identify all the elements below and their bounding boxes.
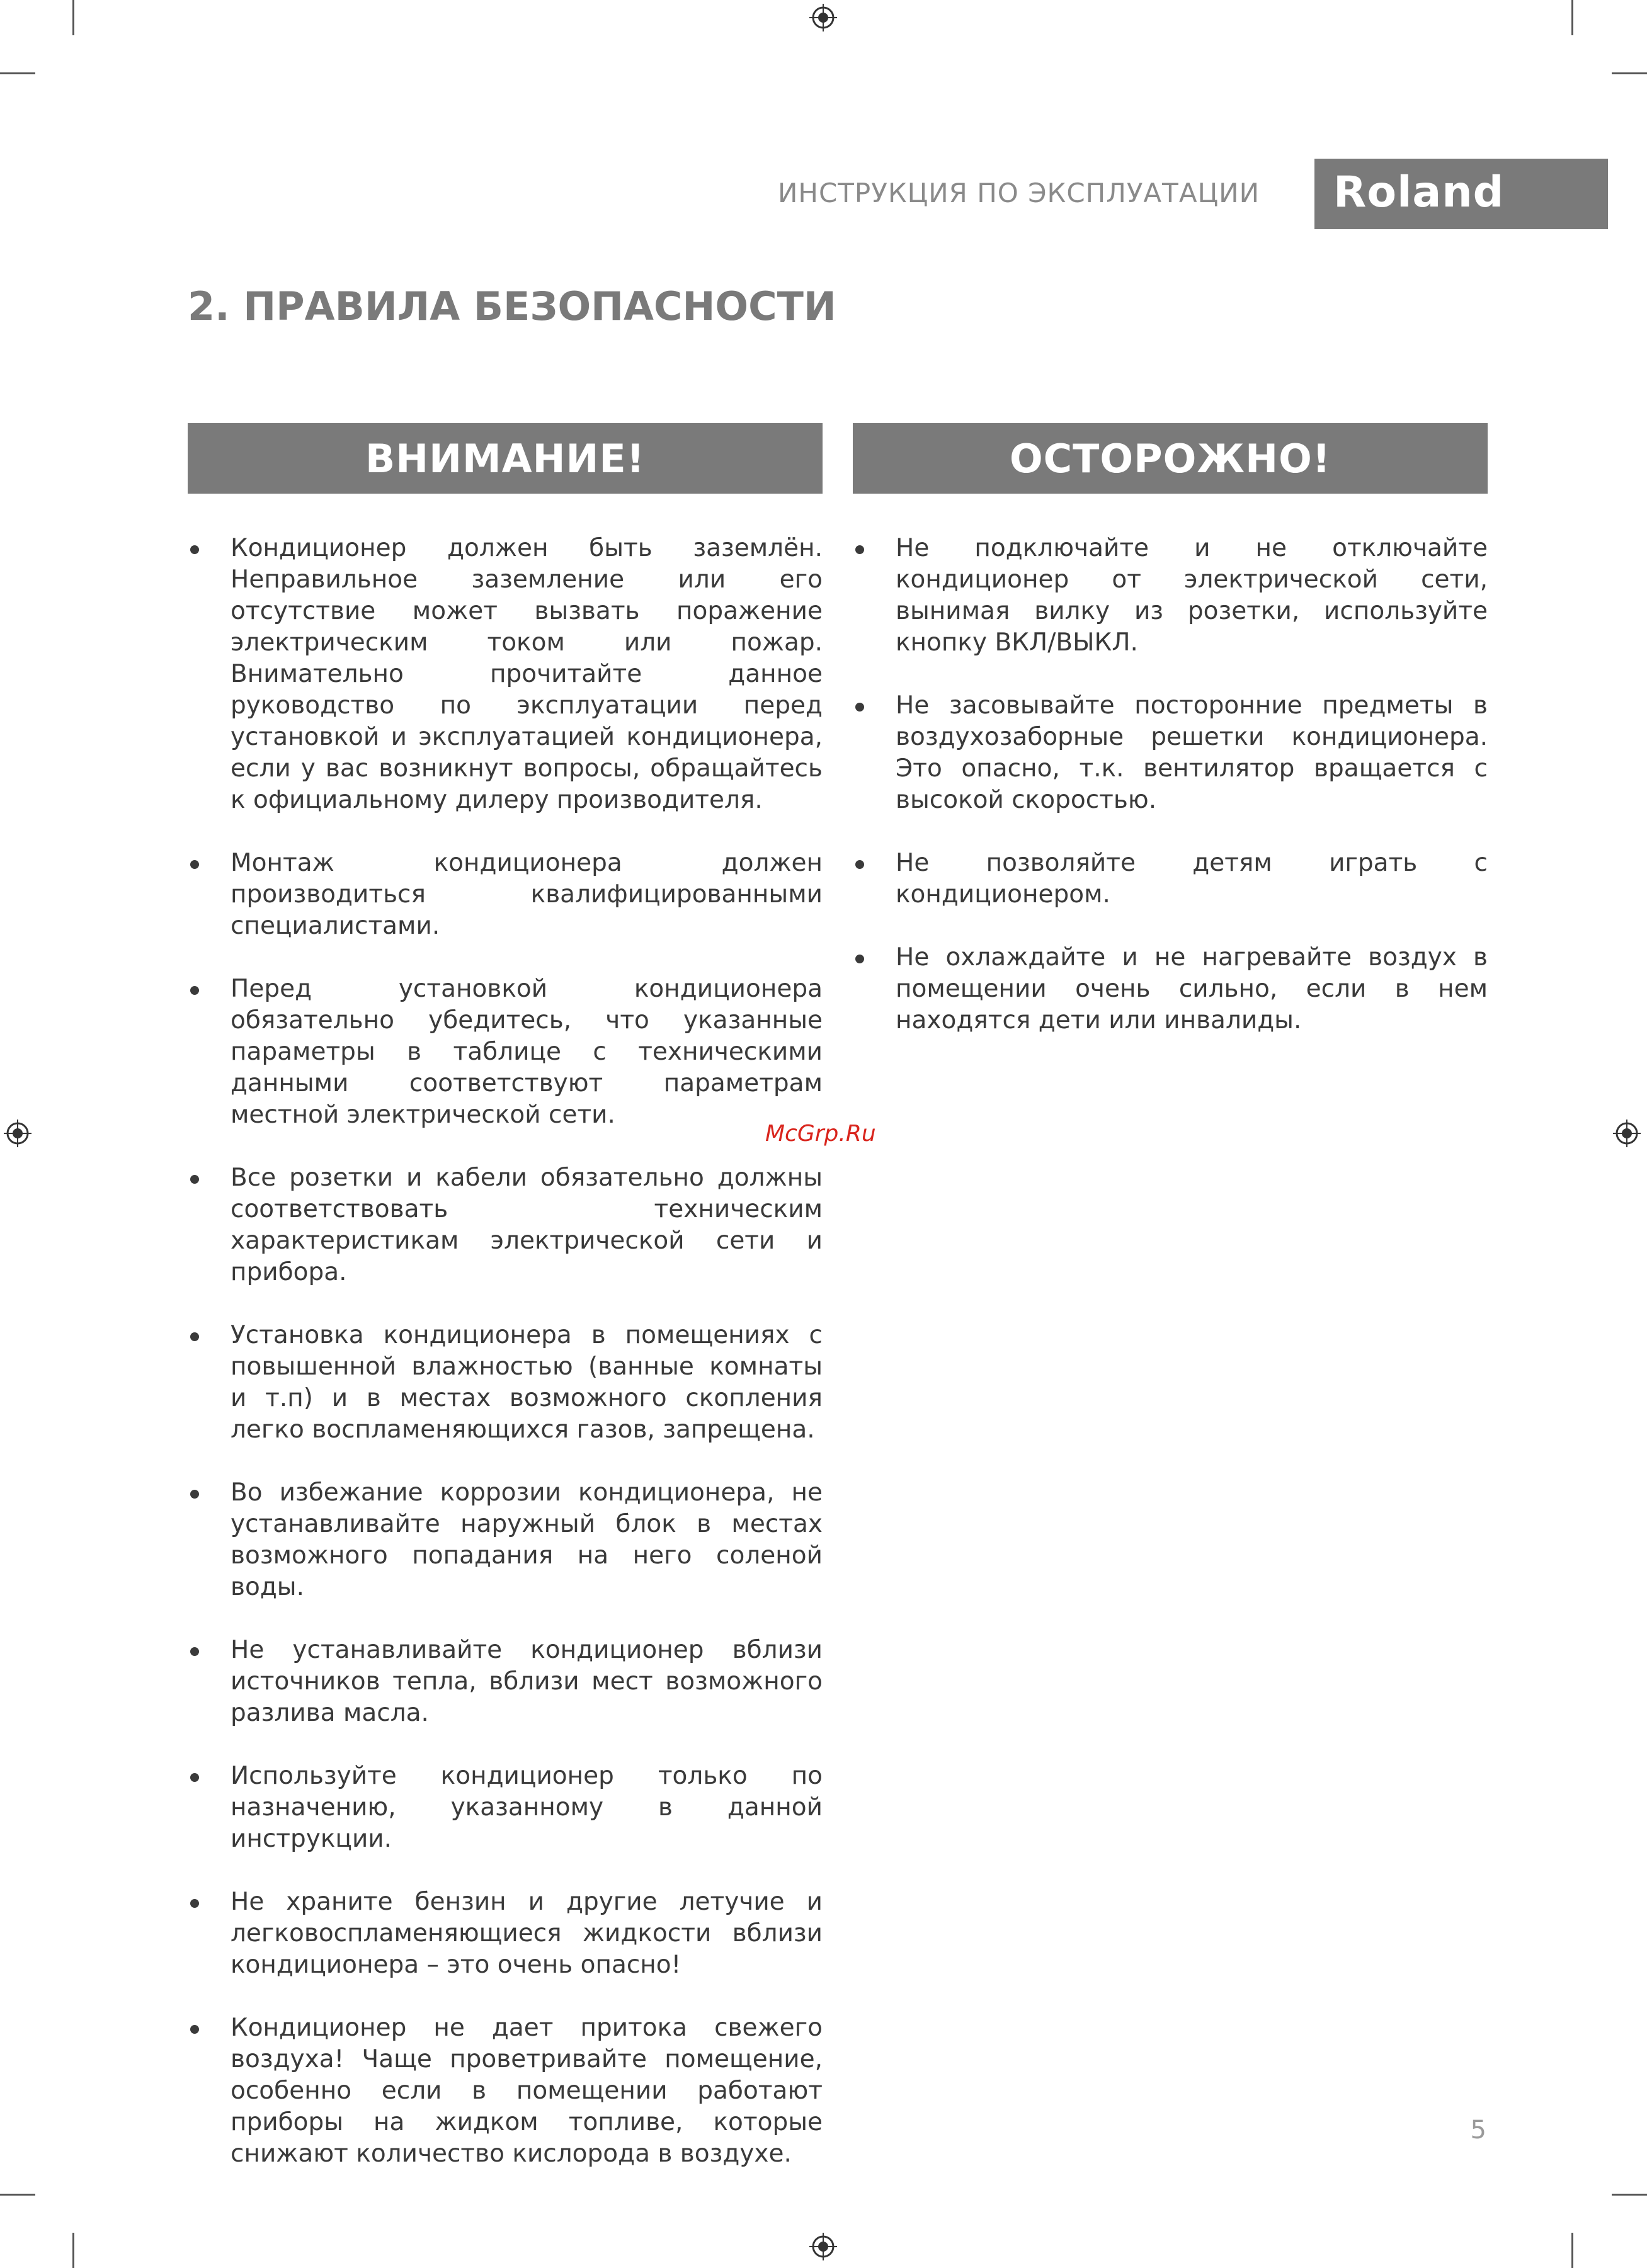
list-item: Установка кондиционера в помещениях с повышенной влажностью (ванные комнаты и т.п) и в местах возможного скопления легко воспламеняющихся газов, запрещена.	[188, 1320, 823, 1446]
warning-list	[188, 533, 823, 2201]
crop-mark	[72, 0, 74, 35]
crop-mark	[0, 72, 35, 74]
crop-mark	[1612, 2194, 1647, 2196]
warning-banner	[188, 423, 823, 494]
list-item: Не устанавливайте кондиционер вблизи источников тепла, вблизи мест возможного разлива масла.	[188, 1635, 823, 1729]
registration-mark-icon	[1613, 1120, 1641, 1147]
crop-mark	[0, 2194, 35, 2196]
list-item: Во избежание коррозии кондиционера, не устанавливайте наружный блок в местах возможного попадания на него соленой воды.	[188, 1477, 823, 1603]
list-item: Не охлаждайте и не нагревайте воздух в помещении очень сильно, если в нем находятся дети или инвалиды.	[853, 942, 1488, 1036]
section-title: 2. ПРАВИЛА БЕЗОПАСНОСТИ	[188, 283, 836, 329]
crop-mark	[1571, 0, 1573, 35]
bullet-icon	[190, 1773, 199, 1782]
bullet-icon	[855, 545, 864, 554]
list-item: Все розетки и кабели обязательно должны соответствовать техническим характеристикам электрической сети и прибора.	[188, 1162, 823, 1288]
bullet-icon	[190, 545, 199, 554]
bullet-icon	[190, 986, 199, 995]
bullet-icon	[855, 703, 864, 712]
bullet-icon	[190, 860, 199, 869]
caution-banner	[853, 423, 1488, 494]
brand-logo	[1314, 159, 1608, 229]
warning-heading: ВНИМАНИЕ!	[365, 435, 646, 482]
crop-mark	[1612, 72, 1647, 74]
crop-mark	[1571, 2233, 1573, 2268]
bullet-icon	[190, 2025, 199, 2034]
registration-mark-icon	[4, 1120, 31, 1147]
bullet-icon	[190, 1647, 199, 1656]
bullet-icon	[855, 955, 864, 963]
crop-mark	[72, 2233, 74, 2268]
list-item: Кондиционер не дает притока свежего воздуха! Чаще проветривайте помещение, особенно если в помещении работают приборы на жидком топливе, которые снижают количество кислорода в воздухе.	[188, 2012, 823, 2170]
bullet-icon	[190, 1899, 199, 1908]
list-item: Не засовывайте посторонние предметы в воздухозаборные решетки кондиционера. Это опасно, т.к. вентилятор вращается с высокой скоростью.	[853, 690, 1488, 816]
list-item: Перед установкой кондиционера обязательно убедитесь, что указанные параметры в таблице с техническими данными соответствуют параметрам местной электрической сети.	[188, 973, 823, 1131]
caution-list	[853, 533, 1488, 1068]
list-item: Не храните бензин и другие летучие и легковоспламеняющиеся жидкости вблизи кондиционера – это очень опасно!	[188, 1886, 823, 1981]
header-title: ИНСТРУКЦИЯ ПО ЭКСПЛУАТАЦИИ	[777, 178, 1260, 208]
caution-heading: ОСТОРОЖНО!	[1009, 435, 1331, 482]
registration-mark-icon	[809, 2233, 837, 2260]
list-item: Монтаж кондиционера должен производиться квалифицированными специалистами.	[188, 848, 823, 942]
page-number: 5	[1470, 2116, 1486, 2145]
registration-mark-icon	[809, 4, 837, 31]
bullet-icon	[190, 1490, 199, 1499]
bullet-icon	[190, 1175, 199, 1184]
brand-logo-text: Roland	[1333, 167, 1505, 217]
list-item: Используйте кондиционер только по назначению, указанному в данной инструкции.	[188, 1761, 823, 1855]
watermark-link[interactable]: McGrp.Ru	[765, 1121, 876, 1147]
list-item: Не подключайте и не отключайте кондиционер от электрической сети, вынимая вилку из розетки, используйте кнопку ВКЛ/ВЫКЛ.	[853, 533, 1488, 659]
list-item: Не позволяйте детям играть с кондиционером.	[853, 848, 1488, 910]
bullet-icon	[855, 860, 864, 869]
list-item: Кондиционер должен быть заземлён. Неправильное заземление или его отсутствие может вызвать поражение электрическим током или пожар. Внимательно прочитайте данное руководство по эксплуатации перед установкой и эксплуатацией кондиционера, если у вас возникнут вопросы, обращайтесь к официальному дилеру производителя.	[188, 533, 823, 816]
bullet-icon	[190, 1332, 199, 1341]
